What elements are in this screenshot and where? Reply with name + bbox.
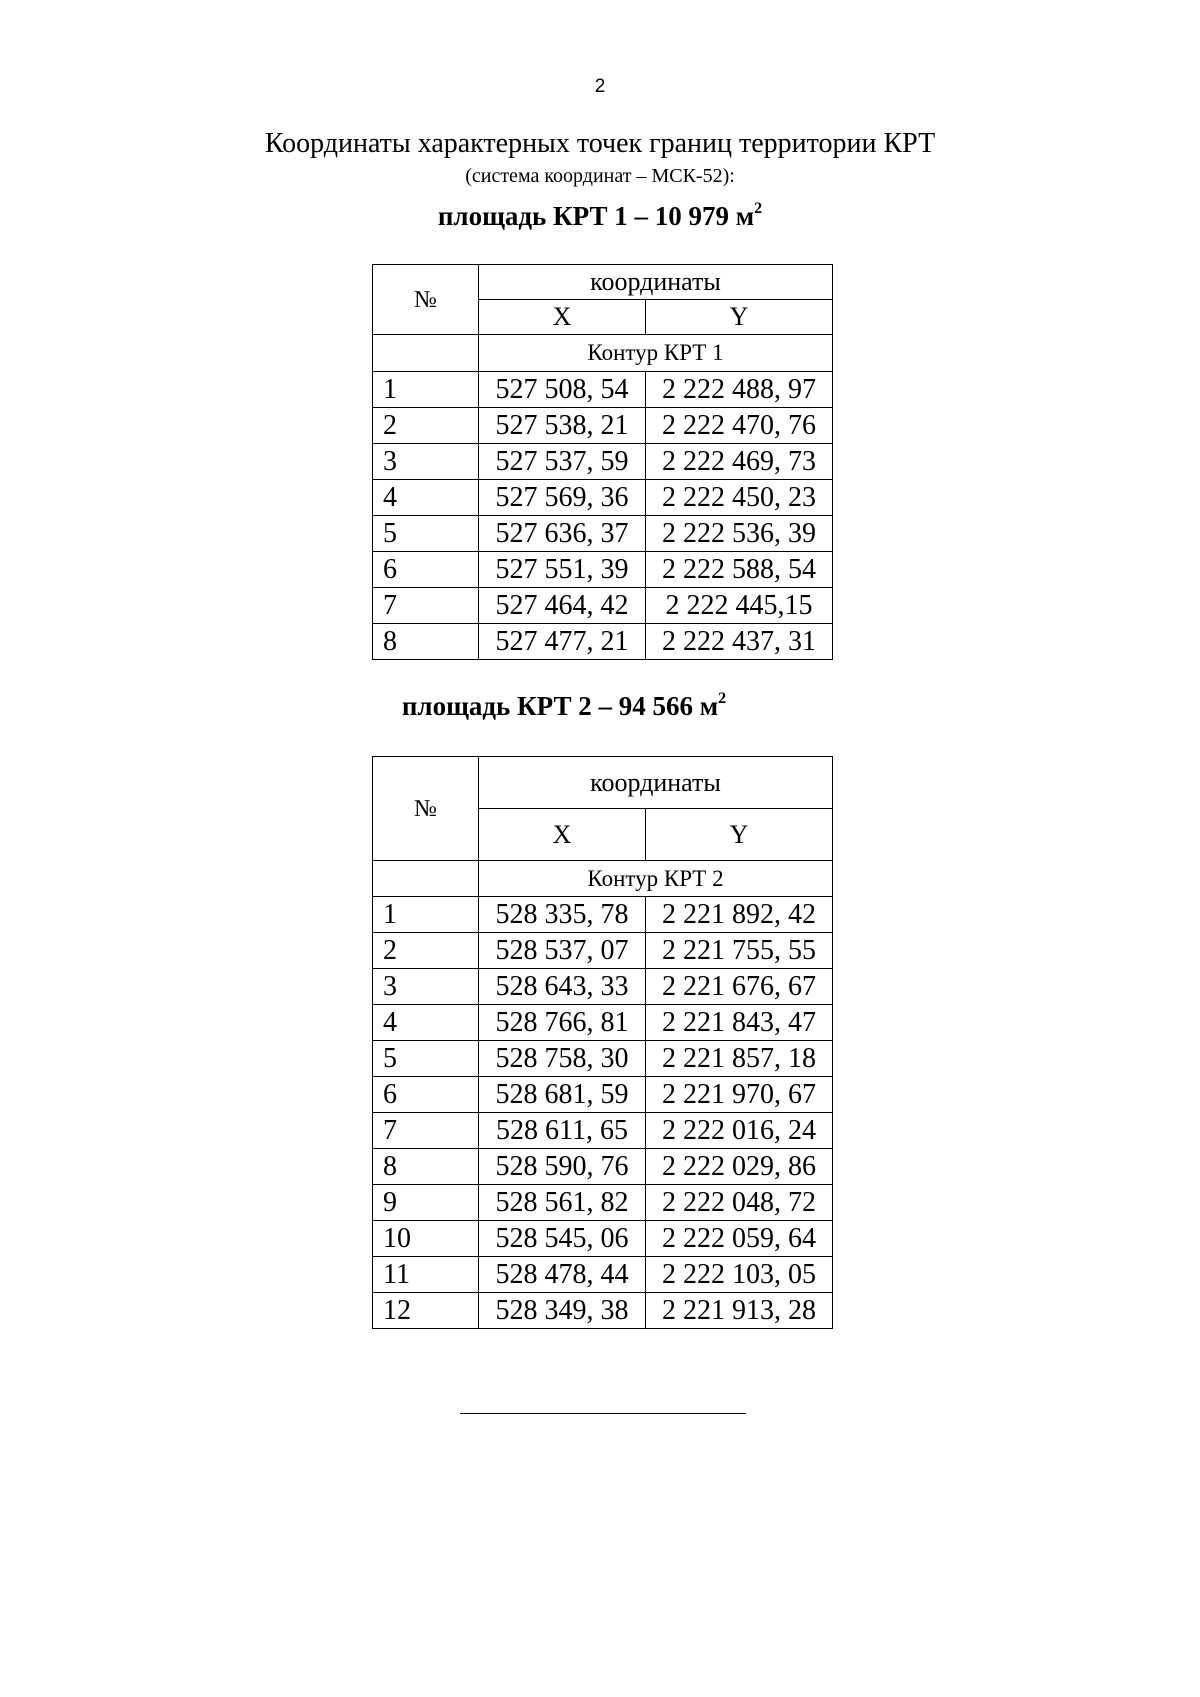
y-coordinate: 2 222 059, 64	[646, 1221, 833, 1257]
point-number: 4	[373, 480, 479, 516]
table-row	[373, 588, 833, 624]
y-coordinate: 2 222 450, 23	[646, 480, 833, 516]
point-number: 1	[373, 897, 479, 933]
y-coordinate: 2 222 029, 86	[646, 1149, 833, 1185]
table-row	[373, 1293, 833, 1329]
y-coordinate: 2 222 469, 73	[646, 444, 833, 480]
unit-exponent: 2	[754, 200, 763, 217]
table-row	[373, 480, 833, 516]
y-coordinate: 2 221 755, 55	[646, 933, 833, 969]
y-coordinate: 2 222 048, 72	[646, 1185, 833, 1221]
table-row	[373, 969, 833, 1005]
y-coordinate: 2 221 970, 67	[646, 1077, 833, 1113]
coordinates-table-krt1	[372, 264, 833, 660]
x-coordinate: 528 537, 07	[479, 933, 646, 969]
x-coordinate: 527 636, 37	[479, 516, 646, 552]
y-coordinate: 2 222 470, 76	[646, 408, 833, 444]
table-row	[373, 372, 833, 408]
coordinates-group-header: координаты	[479, 265, 833, 300]
point-number: 10	[373, 1221, 479, 1257]
point-number: 12	[373, 1293, 479, 1329]
number-column-header: №	[373, 757, 479, 861]
page-number: 2	[594, 76, 606, 97]
x-coordinate: 528 545, 06	[479, 1221, 646, 1257]
coordinates-group-header: координаты	[479, 757, 833, 809]
y-coordinate: 2 222 103, 05	[646, 1257, 833, 1293]
area-heading-krt2	[0, 690, 1164, 722]
y-coordinate: 2 222 488, 97	[646, 372, 833, 408]
contour-label: Контур КРТ 1	[479, 335, 833, 372]
x-column-header: X	[479, 300, 646, 335]
footer-divider	[460, 1413, 746, 1414]
x-coordinate: 528 335, 78	[479, 897, 646, 933]
x-coordinate: 527 537, 59	[479, 444, 646, 480]
point-number: 3	[373, 969, 479, 1005]
contour-label-empty-cell	[373, 861, 479, 897]
x-coordinate: 527 551, 39	[479, 552, 646, 588]
point-number: 7	[373, 1113, 479, 1149]
coordinates-table-krt2	[372, 756, 833, 1329]
x-coordinate: 528 758, 30	[479, 1041, 646, 1077]
y-coordinate: 2 221 892, 42	[646, 897, 833, 933]
point-number: 3	[373, 444, 479, 480]
table-row	[373, 516, 833, 552]
point-number: 1	[373, 372, 479, 408]
x-coordinate: 527 477, 21	[479, 624, 646, 660]
x-coordinate: 527 538, 21	[479, 408, 646, 444]
table-row	[373, 1077, 833, 1113]
table-body	[373, 897, 833, 1329]
point-number: 2	[373, 408, 479, 444]
table-row	[373, 1185, 833, 1221]
point-number: 2	[373, 933, 479, 969]
x-coordinate: 527 569, 36	[479, 480, 646, 516]
contour-label: Контур КРТ 2	[479, 861, 833, 897]
point-number: 6	[373, 552, 479, 588]
table-row	[373, 1041, 833, 1077]
x-coordinate: 528 643, 33	[479, 969, 646, 1005]
x-coordinate: 528 611, 65	[479, 1113, 646, 1149]
table-row	[373, 1149, 833, 1185]
y-coordinate: 2 222 588, 54	[646, 552, 833, 588]
y-coordinate: 2 222 016, 24	[646, 1113, 833, 1149]
y-coordinate: 2 221 857, 18	[646, 1041, 833, 1077]
table-row	[373, 1221, 833, 1257]
point-number: 9	[373, 1185, 479, 1221]
x-column-header: X	[479, 809, 646, 861]
table-row	[373, 444, 833, 480]
y-coordinate: 2 222 437, 31	[646, 624, 833, 660]
point-number: 6	[373, 1077, 479, 1113]
y-column-header: Y	[646, 809, 833, 861]
point-number: 5	[373, 1041, 479, 1077]
table-row	[373, 1257, 833, 1293]
number-column-header: №	[373, 265, 479, 335]
y-column-header: Y	[646, 300, 833, 335]
page-title: Координаты характерных точек границ территории КРТ	[264, 128, 936, 159]
x-coordinate: 527 508, 54	[479, 372, 646, 408]
table-row	[373, 624, 833, 660]
unit-exponent: 2	[718, 690, 727, 707]
y-coordinate: 2 221 676, 67	[646, 969, 833, 1005]
table-row	[373, 408, 833, 444]
x-coordinate: 528 681, 59	[479, 1077, 646, 1113]
x-coordinate: 528 349, 38	[479, 1293, 646, 1329]
point-number: 8	[373, 624, 479, 660]
coordinate-system-subtitle: (система координат – МСК-52):	[465, 165, 735, 187]
x-coordinate: 527 464, 42	[479, 588, 646, 624]
y-coordinate: 2 221 843, 47	[646, 1005, 833, 1041]
table-row	[373, 1005, 833, 1041]
x-coordinate: 528 766, 81	[479, 1005, 646, 1041]
table-row	[373, 933, 833, 969]
table-body	[373, 372, 833, 660]
table-row	[373, 897, 833, 933]
y-coordinate: 2 222 445,15	[646, 588, 833, 624]
area-heading-text: площадь КРТ 2 – 94 566 м	[401, 691, 719, 721]
y-coordinate: 2 221 913, 28	[646, 1293, 833, 1329]
x-coordinate: 528 561, 82	[479, 1185, 646, 1221]
y-coordinate: 2 222 536, 39	[646, 516, 833, 552]
area-heading-krt1	[0, 200, 1200, 232]
point-number: 4	[373, 1005, 479, 1041]
x-coordinate: 528 478, 44	[479, 1257, 646, 1293]
table-row	[373, 1113, 833, 1149]
x-coordinate: 528 590, 76	[479, 1149, 646, 1185]
contour-label-empty-cell	[373, 335, 479, 372]
point-number: 8	[373, 1149, 479, 1185]
point-number: 11	[373, 1257, 479, 1293]
table-row	[373, 552, 833, 588]
point-number: 5	[373, 516, 479, 552]
area-heading-text: площадь КРТ 1 – 10 979 м	[437, 201, 755, 231]
point-number: 7	[373, 588, 479, 624]
